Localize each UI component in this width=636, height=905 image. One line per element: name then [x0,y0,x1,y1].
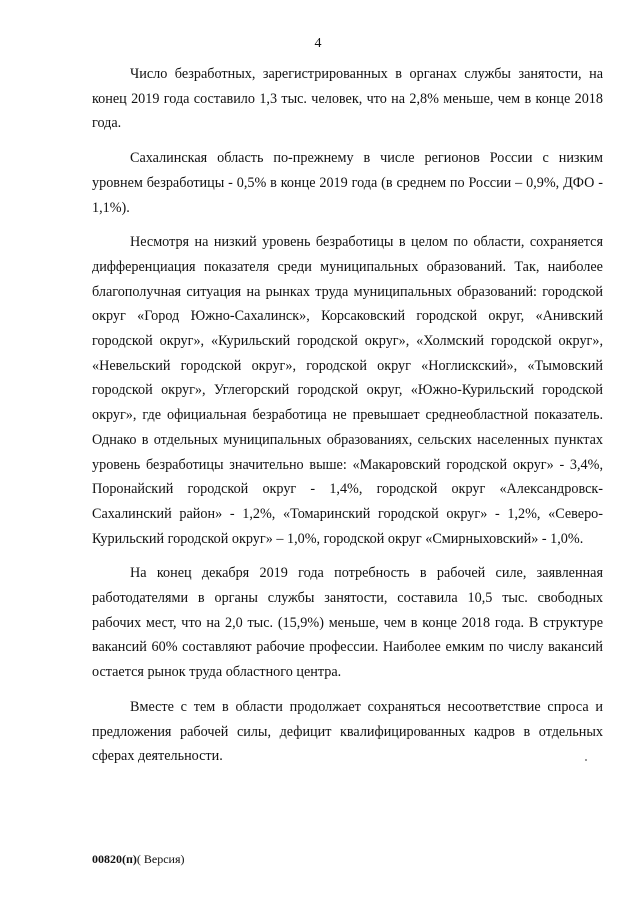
paragraph-unemployed-count: Число безработных, зарегистрированных в органах службы занятости, на конец 2019 года составило 1,3 тыс. человек, что на 2,8% меньше, чем в конце 2018 года. [92,66,603,132]
page-number: 4 [314,36,322,51]
document-code: 00820(п) [92,852,137,866]
document-version: ( Версия) [136,852,185,866]
paragraph-unemployment-rate: Сахалинская область по-прежнему в числе регионов России с низким уровнем безработицы - 0,5% в конце 2019 года (в среднем по России – 0,9%, ДФО - 1,1%). [92,150,603,216]
body-text [92,62,603,779]
paragraph-supply-mismatch: Вместе с тем в области продолжает сохраняться несоответствие спроса и предложения рабочей силы, дефицит квалифицированных кадров в отдельных сферах деятельности. [92,698,603,765]
scan-speck [585,759,587,761]
document-footer [92,852,185,867]
paragraph-labor-demand: На конец декабря 2019 года потребность в рабочей силе, заявленная работодателями в органы службы занятости, составила 10,5 тыс. свободных рабочих мест, что на 2,0 тыс. (15,9%) меньше, чем в конце 2018 года. В структуре вакансий 60% составляют рабочие профессии. Наиболее емким по числу вакансий остается рынок труда областного центра. [92,565,603,681]
paragraph-municipal-differentiation: Несмотря на низкий уровень безработицы в целом по области, сохраняется дифференциация показателя среди муниципальных образований. Так, наиболее благополучная ситуация на рынках труда муниципальных образований: городской округ «Город Южно-Сахалинск», Корсаковский городской округ, «Анивский городской округ», «Курильский городской округ», «Холмский городской округ», «Невельский городской округ», городской округ «Ноглискский», «Тымовский городской округ», Углегорский городской округ, «Южно-Курильский городской округ», где официальная безработица не превышает среднеобластной показатель. Однако в отдельных муниципальных образованиях, сельских населенных пунктах уровень безработицы значительно выше: «Макаровский городской округ» - 3,4%, Поронайский городской округ - 1,4%, городской округ «Александровск-Сахалинский район» - 1,2%, «Томаринский городской округ» - 1,2%, «Северо-Курильский городской округ» – 1,0%, городской округ «Смирныховский» - 1,0%. [92,234,603,547]
